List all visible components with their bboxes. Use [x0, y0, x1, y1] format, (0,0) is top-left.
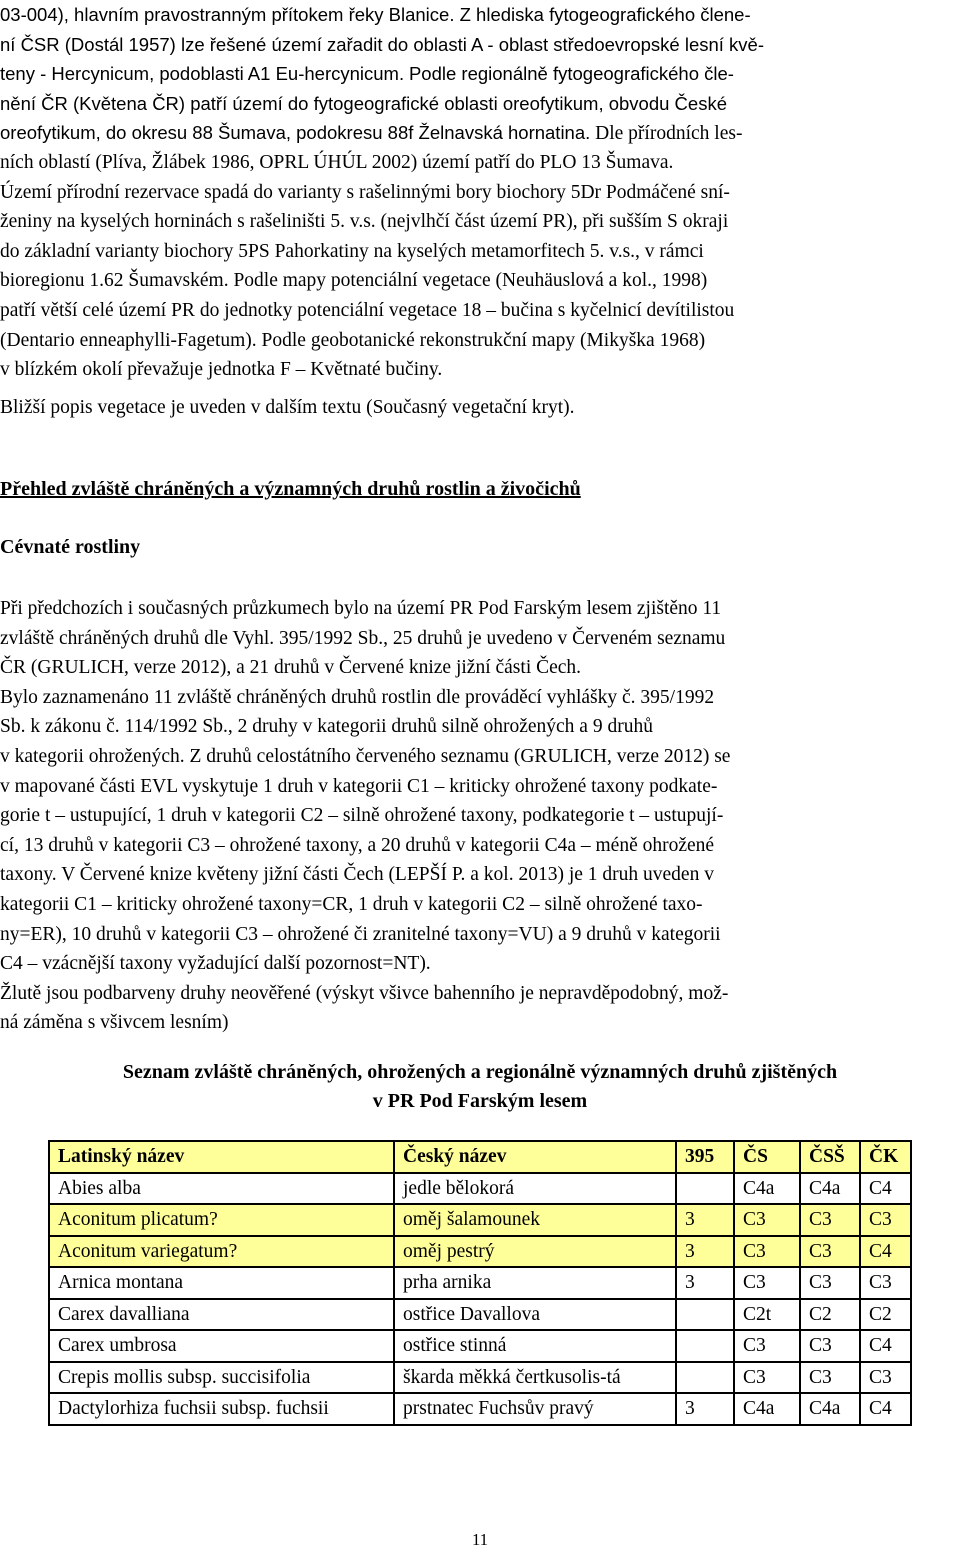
- table-header-row: [49, 1141, 911, 1173]
- cell-css: C3: [800, 1267, 860, 1299]
- cell-cs: C3: [734, 1204, 800, 1236]
- cell-ck: C3: [860, 1267, 911, 1299]
- intro-line-13: v blízkém okolí převažuje jednotka F – Květnaté bučiny.: [0, 359, 443, 381]
- table-row: [49, 1330, 911, 1362]
- intro-line-8: ženiny na kyselých horninách s rašeliništi 5. v.s. (nejvlhčí část území PR), při sušším S okraji: [0, 211, 729, 233]
- survey-line-4: Bylo zaznamenáno 11 zvláště chráněných druhů rostlin dle prováděcí vyhlášky č. 395/1992: [0, 686, 715, 708]
- cell-czech: prha arnika: [394, 1267, 676, 1299]
- table-row: [49, 1236, 911, 1268]
- cell-latin: Aconitum plicatum?: [49, 1204, 394, 1236]
- cell-395: [676, 1173, 734, 1205]
- survey-line-3: ČR (GRULICH, verze 2012), a 21 druhů v Červené knize jižní části Čech.: [0, 657, 582, 679]
- cell-css: C3: [800, 1236, 860, 1268]
- cell-cs: C3: [734, 1236, 800, 1268]
- survey-line-14: Žlutě jsou podbarveny druhy neověřené (výskyt všivce bahenního je nepravděpodobný, mož-: [0, 982, 729, 1004]
- cell-cs: C4a: [734, 1173, 800, 1205]
- survey-line-8: gorie t – ustupující, 1 druh v kategorii C2 – silně ohrožené taxony, podkategorie t – ustupují-: [0, 805, 724, 827]
- cell-ck: C3: [860, 1362, 911, 1394]
- vegetation-note: Bližší popis vegetace je uveden v dalším textu (Současný vegetační kryt).: [0, 397, 575, 418]
- table-title-line-2: v PR Pod Farským lesem: [372, 1090, 588, 1112]
- intro-line-12: (Dentario enneaphylli-Fagetum). Podle geobotanické rekonstrukční mapy (Mikyška 1968): [0, 329, 706, 351]
- cell-ck: C2: [860, 1299, 911, 1331]
- survey-line-2: zvláště chráněných druhů dle Vyhl. 395/1992 Sb., 25 druhů je uvedeno v Červeném seznamu: [0, 627, 726, 649]
- subsection-heading: Cévnaté rostliny: [0, 536, 141, 558]
- survey-line-15: ná záměna s všivcem lesním): [0, 1012, 229, 1034]
- header-czech: Český název: [394, 1141, 676, 1173]
- section-heading: Přehled zvláště chráněných a významných druhů rostlin a živočichů: [0, 478, 581, 500]
- survey-line-12: ny=ER), 10 druhů v kategorii C3 – ohrožené či zranitelné taxony=VU) a 9 druhů v kategorii: [0, 923, 721, 945]
- intro-line-5: oreofytikum, do okresu 88 Šumava, podokresu 88f Želnavská hornatina. Dle přírodních les-: [0, 122, 743, 145]
- header-cs: ČS: [734, 1141, 800, 1173]
- survey-line-9: cí, 13 druhů v kategorii C3 – ohrožené taxony, a 20 druhů v kategorii C4a – méně ohrožené: [0, 834, 715, 856]
- cell-czech: prstnatec Fuchsův pravý: [394, 1393, 676, 1425]
- cell-css: C4a: [800, 1393, 860, 1425]
- cell-latin: Dactylorhiza fuchsii subsp. fuchsii: [49, 1393, 394, 1425]
- cell-395: 3: [676, 1267, 734, 1299]
- cell-cs: C3: [734, 1267, 800, 1299]
- cell-css: C4a: [800, 1173, 860, 1205]
- header-latin: Latinský název: [49, 1141, 394, 1173]
- page-number: 11: [471, 1530, 489, 1549]
- intro-line-10: bioregionu 1.62 Šumavském. Podle mapy potenciální vegetace (Neuhäuslová a kol., 1998): [0, 270, 708, 292]
- cell-ck: C4: [860, 1173, 911, 1205]
- cell-latin: Aconitum variegatum?: [49, 1236, 394, 1268]
- cell-czech: oměj šalamounek: [394, 1204, 676, 1236]
- cell-latin: Carex umbrosa: [49, 1330, 394, 1362]
- cell-css: C3: [800, 1330, 860, 1362]
- intro-line-1: 03-004), hlavním pravostranným přítokem řeky Blanice. Z hlediska fytogeografického člene-: [0, 4, 751, 25]
- table-row: [49, 1267, 911, 1299]
- cell-css: C3: [800, 1204, 860, 1236]
- cell-cs: C2t: [734, 1299, 800, 1331]
- cell-czech: ostřice stinná: [394, 1330, 676, 1362]
- cell-czech: oměj pestrý: [394, 1236, 676, 1268]
- cell-395: 3: [676, 1393, 734, 1425]
- cell-395: 3: [676, 1204, 734, 1236]
- species-table: [48, 1140, 912, 1426]
- intro-line-9: do základní varianty biochory 5PS Pahorkatiny na kyselých metamorfitech 5. v.s., v rámci: [0, 240, 704, 262]
- cell-czech: ostřice Davallova: [394, 1299, 676, 1331]
- table-row: [49, 1362, 911, 1394]
- survey-line-6: v kategorii ohrožených. Z druhů celostátního červeného seznamu (GRULICH, verze 2012) se: [0, 746, 731, 767]
- cell-css: C2: [800, 1299, 860, 1331]
- cell-395: 3: [676, 1236, 734, 1268]
- intro-line-3: teny - Hercynicum, podoblasti A1 Eu-hercynicum. Podle regionálně fytogeografického čle-: [0, 63, 734, 85]
- cell-ck: C4: [860, 1330, 911, 1362]
- intro-line-7: Území přírodní rezervace spadá do varianty s rašelinnými bory biochory 5Dr Podmáčené sní-: [0, 181, 730, 203]
- intro-line-4: nění ČR (Květena ČR) patří území do fytogeografické oblasti oreofytikum, obvodu České: [0, 92, 727, 114]
- table-title-line-1: Seznam zvláště chráněných, ohrožených a regionálně významných druhů zjištěných: [122, 1061, 838, 1083]
- cell-czech: škarda měkká čertkusolis-tá: [394, 1362, 676, 1394]
- survey-line-11: kategorii C1 – kriticky ohrožené taxony=CR, 1 druh v kategorii C2 – silně ohrožené taxo-: [0, 894, 703, 915]
- survey-line-5: Sb. k zákonu č. 114/1992 Sb., 2 druhy v kategorii druhů silně ohrožených a 9 druhů: [0, 716, 653, 738]
- table-row: [49, 1173, 911, 1205]
- cell-latin: Crepis mollis subsp. succisifolia: [49, 1362, 394, 1394]
- cell-395: [676, 1299, 734, 1331]
- cell-ck: C4: [860, 1236, 911, 1268]
- table-row: [49, 1393, 911, 1425]
- intro-line-6: ních oblastí (Plíva, Žlábek 1986, OPRL ÚHÚL 2002) území patří do PLO 13 Šumava.: [0, 152, 674, 173]
- table-row: [49, 1299, 911, 1331]
- cell-395: [676, 1362, 734, 1394]
- cell-czech: jedle bělokorá: [394, 1173, 676, 1205]
- survey-line-7: v mapované části EVL vyskytuje 1 druh v kategorii C1 – kriticky ohrožené taxony podkate-: [0, 775, 718, 797]
- survey-line-13: C4 – vzácnější taxony vyžadující další pozornost=NT).: [0, 953, 431, 975]
- header-395: 395: [676, 1141, 734, 1173]
- intro-line-11: patří větší celé území PR do jednotky potenciální vegetace 18 – bučina s kyčelnicí devítilistou: [0, 300, 735, 321]
- cell-ck: C3: [860, 1204, 911, 1236]
- cell-cs: C3: [734, 1330, 800, 1362]
- cell-ck: C4: [860, 1393, 911, 1425]
- table-row: [49, 1204, 911, 1236]
- cell-latin: Carex davalliana: [49, 1299, 394, 1331]
- cell-latin: Abies alba: [49, 1173, 394, 1205]
- header-ck: ČK: [860, 1141, 911, 1173]
- intro-line-2: ní ČSR (Dostál 1957) lze řešené území zařadit do oblasti A - oblast středoevropské lesní kvě-: [0, 33, 765, 55]
- header-css: ČSŠ: [800, 1141, 860, 1173]
- survey-line-1: Při předchozích i současných průzkumech bylo na území PR Pod Farským lesem zjištěno 11: [0, 598, 722, 619]
- cell-cs: C3: [734, 1362, 800, 1394]
- cell-css: C3: [800, 1362, 860, 1394]
- cell-395: [676, 1330, 734, 1362]
- cell-latin: Arnica montana: [49, 1267, 394, 1299]
- cell-cs: C4a: [734, 1393, 800, 1425]
- survey-line-10: taxony. V Červené knize květeny jižní části Čech (LEPŠÍ P. a kol. 2013) je 1 druh uveden v: [0, 864, 714, 886]
